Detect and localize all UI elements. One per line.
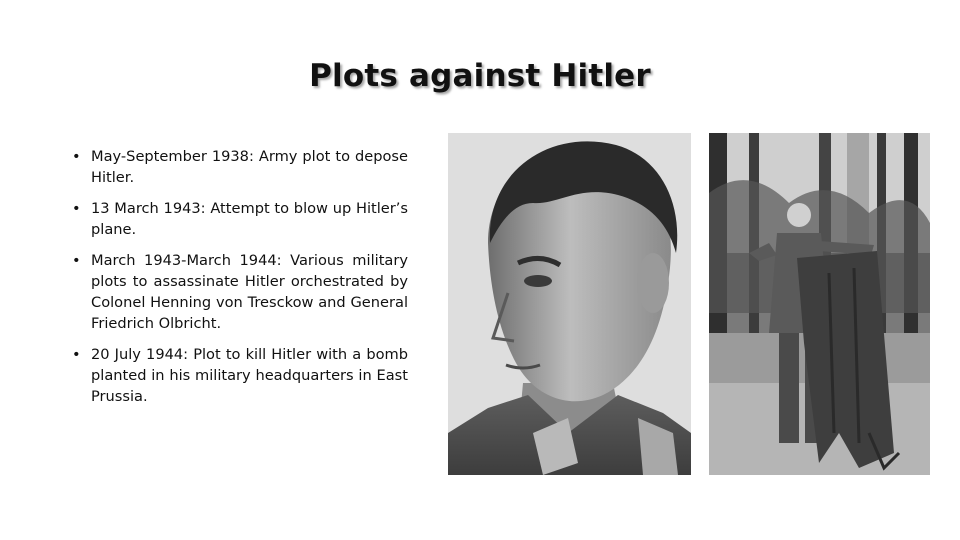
bullet-marker: • — [72, 200, 81, 217]
bullet-text: May-September 1938: Army plot to depose Hitler. — [91, 148, 408, 186]
field-photo — [709, 133, 930, 475]
field-illustration — [709, 133, 930, 475]
portrait-illustration — [448, 133, 691, 475]
bullet-list — [72, 146, 408, 417]
bullet-item — [72, 146, 408, 188]
bullet-marker: • — [72, 346, 81, 363]
bullet-item — [72, 198, 408, 240]
bullet-marker: • — [72, 148, 81, 165]
bullet-item — [72, 250, 408, 334]
bullet-text: March 1943-March 1944: Various military plots to assassinate Hitler orchestrated by Colonel Henning von Tresckow and General Friedrich Olbricht. — [91, 252, 408, 332]
bullet-text: 20 July 1944: Plot to kill Hitler with a bomb planted in his military headquarters in East Prussia. — [91, 346, 408, 405]
bullet-marker: • — [72, 252, 81, 269]
bullet-item — [72, 344, 408, 407]
bullet-text: 13 March 1943: Attempt to blow up Hitler’s plane. — [91, 200, 408, 238]
portrait-photo — [448, 133, 691, 475]
slide-title: Plots against Hitler — [309, 58, 651, 94]
